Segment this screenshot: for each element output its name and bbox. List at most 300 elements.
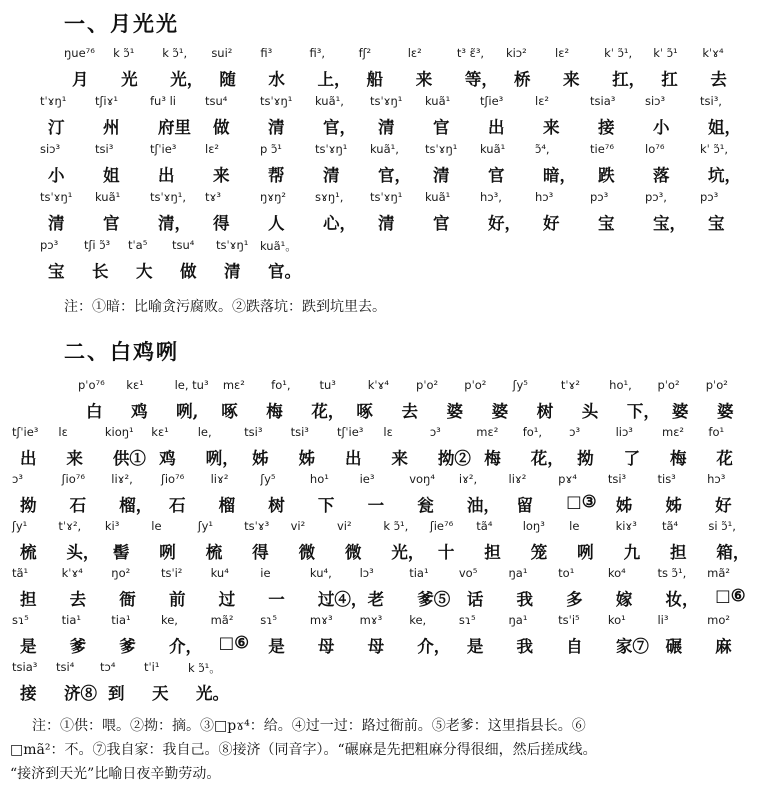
- phonetic-syllable: kɛ¹: [151, 425, 169, 439]
- hanzi-char: 咧: [159, 543, 176, 562]
- hanzi-row: [0, 445, 761, 468]
- phonetic-syllable: tsia³: [590, 94, 616, 108]
- phonetic-syllable: ŋa¹: [508, 613, 528, 627]
- hanzi-char: 头，: [66, 543, 100, 562]
- phonetic-syllable: mɛ²: [476, 425, 499, 439]
- hanzi-char: 小: [48, 166, 65, 185]
- hanzi-char: 过: [218, 590, 236, 609]
- phonetic-syllable: sɿ⁵: [260, 613, 277, 627]
- phonetic-syllable: pɔ³: [590, 190, 609, 204]
- hanzi-char: 官: [433, 118, 450, 137]
- hanzi-char: 梅: [670, 449, 687, 468]
- phonetic-syllable: tɔ⁴: [100, 660, 116, 674]
- phonetic-row: [0, 238, 761, 258]
- phonetic-syllable: kiɤ³: [615, 519, 637, 533]
- hanzi-row: [0, 398, 761, 421]
- phonetic-syllable: mɤ³: [309, 613, 333, 627]
- phonetic-row: [0, 566, 761, 586]
- hanzi-char: 官: [488, 166, 505, 185]
- phonetic-syllable: tsia³: [12, 660, 38, 674]
- phonetic-syllable: iɤ²,: [458, 472, 478, 486]
- hanzi-char: 小: [653, 118, 670, 137]
- hanzi-char: 清: [268, 118, 285, 137]
- phonetic-syllable: tsi³: [244, 425, 263, 439]
- phonetic-syllable: tia¹: [409, 566, 429, 580]
- phonetic-row: [0, 142, 761, 162]
- phonetic-syllable: kˈ ɔ̃¹,: [604, 46, 633, 60]
- phonetic-syllable: ʃio⁷⁶: [160, 472, 185, 486]
- hanzi-char: 光: [121, 70, 138, 89]
- hanzi-char: 自: [566, 637, 583, 656]
- phonetic-syllable: ɔ³: [429, 425, 441, 439]
- phonetic-syllable: sɿ⁵: [458, 613, 476, 627]
- phonetic-syllable: liɤ²,: [111, 472, 133, 486]
- phonetic-syllable: hɔ³: [535, 190, 554, 204]
- hanzi-char: 前: [168, 590, 186, 609]
- phonetic-syllable: pɔ³: [40, 238, 59, 252]
- phonetic-syllable: ŋa¹: [508, 566, 528, 580]
- hanzi-char: 清: [48, 214, 65, 233]
- hanzi-char: 来: [543, 118, 560, 137]
- hanzi-char: 笼: [530, 543, 548, 562]
- hanzi-char: 榴，: [119, 496, 153, 515]
- phonetic-syllable: kuã¹: [480, 142, 506, 156]
- phonetic-syllable: lɛ²: [205, 142, 220, 156]
- phonetic-syllable: le: [151, 519, 162, 533]
- phonetic-syllable: tsu⁴: [205, 94, 228, 108]
- hanzi-char: 坑，: [708, 166, 741, 185]
- phonetic-syllable: ki³: [104, 519, 120, 533]
- phonetic-syllable: loŋ³: [522, 519, 545, 533]
- phonetic-syllable: ŋue⁷⁶: [64, 46, 95, 60]
- hanzi-char: 落: [653, 166, 670, 185]
- hanzi-char: 天: [152, 684, 169, 703]
- hanzi-char: 榴: [218, 496, 236, 515]
- hanzi-char: 去: [401, 402, 418, 421]
- phonetic-syllable: tʃi ɔ̃³: [84, 238, 111, 252]
- phonetic-syllable: fo¹: [708, 425, 725, 439]
- phonetic-syllable: tis³: [657, 472, 676, 486]
- hanzi-char: □⑥: [218, 633, 249, 652]
- hanzi-char: 头: [581, 402, 599, 421]
- phonetic-syllable: ɔ³: [12, 472, 23, 486]
- hanzi-char: 鸡: [131, 402, 148, 421]
- hanzi-char: 长: [92, 262, 109, 281]
- phonetic-syllable: vi²: [337, 519, 352, 533]
- phonetic-syllable: voŋ⁴: [409, 472, 435, 486]
- phonetic-syllable: ke,: [160, 613, 178, 627]
- hanzi-char: 花，: [311, 402, 345, 421]
- hanzi-char: 光，: [391, 543, 425, 562]
- phonetic-syllable: ho¹,: [609, 378, 632, 392]
- phonetic-row: [0, 190, 761, 210]
- phonetic-syllable: tsˈɤŋ¹,: [150, 190, 187, 204]
- hanzi-char: 下，: [626, 402, 660, 421]
- hanzi-char: 髻: [112, 543, 130, 562]
- phonetic-syllable: pˈo²: [416, 378, 439, 392]
- hanzi-char: 上，: [317, 70, 351, 89]
- phonetic-syllable: kˈɤ⁴: [61, 566, 83, 580]
- phonetic-syllable: lo⁷⁶: [645, 142, 665, 156]
- phonetic-syllable: ʃy⁵: [260, 472, 276, 486]
- hanzi-char: 过④，: [317, 590, 368, 609]
- hanzi-char: 微: [345, 543, 362, 562]
- hanzi-char: 啄: [221, 402, 238, 421]
- hanzi-char: 母: [317, 637, 335, 656]
- hanzi-char: 来: [415, 70, 433, 89]
- hanzi-char: 好: [543, 214, 560, 233]
- hanzi-char: 微: [298, 543, 316, 562]
- hanzi-char: 介，: [168, 637, 202, 656]
- hanzi-char: 梳: [20, 543, 37, 562]
- hanzi-char: 光，: [170, 70, 204, 89]
- hanzi-char: 下: [317, 496, 335, 515]
- phonetic-syllable: fo¹,: [271, 378, 291, 392]
- phonetic-syllable: kuã¹。: [260, 239, 297, 253]
- hanzi-char: 到: [108, 684, 125, 703]
- phonetic-syllable: tsˈɤŋ¹: [370, 190, 403, 204]
- phonetic-syllable: tsˈɤŋ¹: [315, 142, 348, 156]
- phonetic-syllable: tsi³: [95, 142, 114, 156]
- phonetic-syllable: liɔ³: [615, 425, 633, 439]
- hanzi-char: 接: [20, 684, 37, 703]
- phonetic-syllable: lɛ: [58, 425, 68, 439]
- hanzi-char: 梅: [266, 402, 283, 421]
- phonetic-syllable: tu³: [319, 378, 336, 392]
- hanzi-char: 出: [158, 166, 175, 185]
- phonetic-syllable: vo⁵: [458, 566, 478, 580]
- hanzi-char: 官，: [323, 118, 356, 137]
- hanzi-char: 嫁: [615, 590, 633, 609]
- hanzi-char: 一: [268, 590, 285, 609]
- hanzi-char: 婆: [716, 402, 734, 421]
- phonetic-syllable: ʃy⁵: [512, 378, 528, 392]
- phonetic-syllable: ie³: [359, 472, 375, 486]
- hanzi-char: 跌: [598, 166, 615, 185]
- hanzi-char: 爹: [119, 637, 136, 656]
- hanzi-char: 爹⑤: [417, 590, 451, 609]
- phonetic-row: [0, 660, 761, 680]
- hanzi-char: 汀: [48, 118, 65, 137]
- phonetic-syllable: tʃˈie³: [337, 425, 364, 439]
- hanzi-char: 清: [224, 262, 241, 281]
- phonetic-syllable: ŋo²: [111, 566, 131, 580]
- hanzi-char: 出: [345, 449, 362, 468]
- phonetic-syllable: tia¹: [111, 613, 131, 627]
- hanzi-char: 接: [598, 118, 615, 137]
- phonetic-syllable: hɔ³: [707, 472, 726, 486]
- hanzi-char: 宝: [598, 214, 615, 233]
- phonetic-syllable: si ɔ̃¹,: [708, 519, 736, 533]
- phonetic-syllable: t³ ɛ̃³,: [456, 46, 485, 60]
- phonetic-syllable: tsˈi²: [160, 566, 183, 580]
- phonetic-syllable: tia¹: [61, 613, 82, 627]
- hanzi-char: 好，: [488, 214, 521, 233]
- hanzi-char: 清: [378, 118, 395, 137]
- phonetic-syllable: k ɔ̃¹,: [383, 519, 409, 533]
- hanzi-char: 随: [219, 70, 236, 89]
- section-title: 二、白鸡咧: [64, 339, 179, 364]
- hanzi-char: 家⑦: [615, 637, 649, 656]
- hanzi-char: 做: [213, 118, 230, 137]
- phonetic-syllable: tsi³: [290, 425, 309, 439]
- phonetic-syllable: tsˈɤŋ¹: [40, 190, 73, 204]
- hanzi-char: 多: [566, 590, 583, 609]
- phonetic-syllable: p ɔ̃¹: [260, 142, 282, 156]
- phonetic-syllable: mɤ³: [359, 613, 383, 627]
- phonetic-syllable: lɔ³: [359, 566, 374, 580]
- footnote-line: “接济到天光”比喻日夜辛勤劳动。: [10, 766, 221, 782]
- hanzi-char: 梅: [484, 449, 501, 468]
- phonetic-syllable: siɔ³: [645, 94, 666, 108]
- hanzi-char: □③: [566, 492, 597, 511]
- hanzi-char: 等，: [464, 70, 498, 89]
- hanzi-row: [0, 114, 761, 137]
- phonetic-syllable: pˈo⁷⁶: [78, 378, 105, 392]
- phonetic-syllable: lɛ²: [555, 46, 570, 60]
- phonetic-syllable: tsˈɤŋ¹: [425, 142, 458, 156]
- hanzi-char: 是: [20, 637, 37, 656]
- phonetic-syllable: tˈɤŋ¹: [40, 94, 67, 108]
- hanzi-char: 光。: [196, 684, 229, 703]
- hanzi-char: 话: [466, 590, 484, 609]
- hanzi-char: 碾: [665, 637, 682, 656]
- phonetic-syllable: tã⁴: [476, 519, 493, 533]
- phonetic-syllable: tã¹: [12, 566, 29, 580]
- hanzi-char: 我: [516, 637, 534, 656]
- phonetic-syllable: tsi³: [607, 472, 627, 486]
- hanzi-char: 拗: [20, 496, 37, 515]
- phonetic-syllable: vi²: [290, 519, 306, 533]
- phonetic-syllable: tˈɤ²: [560, 378, 581, 392]
- phonetic-syllable: kuã¹: [425, 94, 451, 108]
- hanzi-char: 清: [323, 166, 340, 185]
- hanzi-char: 是: [268, 637, 285, 656]
- footnote-line: 注：①供：喂。②拗：摘。③□pɤ⁴：给。④过一过：路过衙前。⑤老爹：这里指县长。⑥: [32, 718, 586, 734]
- hanzi-char: 母: [367, 637, 385, 656]
- hanzi-char: 宝: [48, 262, 65, 281]
- phonetic-syllable: k ɔ̃¹,: [162, 46, 188, 60]
- hanzi-char: 宝: [708, 214, 725, 233]
- phonetic-syllable: tʃˈie³: [12, 425, 39, 439]
- phonetic-syllable: fʃ²: [358, 46, 372, 60]
- hanzi-char: 九: [623, 543, 641, 562]
- phonetic-syllable: le,: [197, 425, 212, 439]
- hanzi-char: 了: [623, 449, 641, 468]
- phonetic-syllable: le, tu³: [174, 378, 209, 392]
- phonetic-syllable: mã²: [210, 613, 234, 627]
- hanzi-char: 月: [72, 70, 89, 89]
- phonetic-syllable: k ɔ̃¹。: [188, 661, 221, 675]
- phonetic-syllable: k ɔ̃¹: [113, 46, 135, 60]
- hanzi-char: 济⑧: [64, 684, 97, 703]
- hanzi-char: 扛: [661, 70, 678, 89]
- hanzi-char: 爹: [69, 637, 87, 656]
- hanzi-char: 姐: [103, 166, 120, 185]
- phonetic-syllable: ku⁴: [210, 566, 229, 580]
- phonetic-syllable: tsˈɤŋ¹: [370, 94, 403, 108]
- hanzi-row: [0, 539, 761, 562]
- phonetic-row: [0, 425, 761, 445]
- hanzi-char: 官。: [268, 262, 301, 281]
- hanzi-char: 清，: [158, 214, 191, 233]
- phonetic-syllable: li³: [657, 613, 669, 627]
- hanzi-char: 得: [252, 543, 269, 562]
- hanzi-char: 官: [103, 214, 120, 233]
- hanzi-char: □⑥: [715, 586, 746, 605]
- hanzi-row: [0, 633, 761, 656]
- footnote-line: □mã²：不。⑦我自家：我自己。⑧接济（同音字）。“碾麻是先把粗麻分得很细，然后搓成线。: [10, 742, 597, 758]
- phonetic-syllable: tɤ³: [205, 190, 221, 204]
- phonetic-syllable: tsi³,: [700, 94, 722, 108]
- hanzi-char: 花: [716, 449, 733, 468]
- phonetic-syllable: tˈɤ²,: [58, 519, 82, 533]
- hanzi-char: 留: [516, 496, 534, 515]
- phonetic-syllable: tˈa⁵: [128, 238, 148, 252]
- phonetic-syllable: kuã¹,: [315, 94, 344, 108]
- phonetic-syllable: ʃy¹: [12, 519, 28, 533]
- hanzi-char: 担: [484, 543, 501, 562]
- phonetic-syllable: tsi⁴: [56, 660, 75, 674]
- phonetic-syllable: mɛ²: [222, 378, 245, 392]
- hanzi-char: 出: [488, 118, 505, 137]
- phonetic-syllable: lɛ²: [535, 94, 550, 108]
- hanzi-char: 石: [69, 496, 87, 515]
- hanzi-char: 姊: [665, 496, 682, 515]
- hanzi-char: 好: [715, 496, 732, 515]
- phonetic-syllable: mɛ²: [662, 425, 685, 439]
- hanzi-char: 去: [710, 70, 727, 89]
- phonetic-syllable: pˈo²: [705, 378, 728, 392]
- hanzi-row: [0, 210, 761, 233]
- phonetic-row: [0, 378, 761, 398]
- hanzi-char: 十: [437, 543, 455, 562]
- phonetic-row: [0, 472, 761, 492]
- hanzi-char: 桥: [513, 70, 531, 89]
- hanzi-char: 鸡: [159, 449, 176, 468]
- hanzi-char: 花，: [530, 449, 564, 468]
- hanzi-row: [0, 258, 761, 281]
- phonetic-syllable: ʃio⁷⁶: [61, 472, 85, 486]
- phonetic-syllable: sui²: [211, 46, 233, 60]
- phonetic-syllable: tʃˈie³: [150, 142, 177, 156]
- footnote: 注：①暗：比喻贪污腐败。②跌落坑：跌到坑里去。: [64, 299, 386, 315]
- hanzi-char: 我: [516, 590, 534, 609]
- phonetic-syllable: fi³,: [309, 46, 326, 60]
- hanzi-char: 来: [213, 166, 230, 185]
- hanzi-char: 油，: [466, 496, 500, 515]
- hanzi-char: 箱，: [716, 543, 750, 562]
- phonetic-syllable: lɛ²: [407, 46, 422, 60]
- hanzi-char: 出: [20, 449, 37, 468]
- hanzi-char: 得: [213, 214, 230, 233]
- phonetic-syllable: kˈ ɔ̃¹: [653, 46, 678, 60]
- phonetic-syllable: kiɔ²: [505, 46, 527, 60]
- hanzi-char: 姊: [252, 449, 269, 468]
- hanzi-char: 婆: [491, 402, 509, 421]
- hanzi-char: 供①: [112, 449, 146, 468]
- phonetic-syllable: fo¹,: [522, 425, 543, 439]
- hanzi-char: 婆: [671, 402, 689, 421]
- hanzi-char: 咧，: [205, 449, 239, 468]
- hanzi-char: 府里: [158, 118, 191, 137]
- hanzi-char: 老: [367, 590, 385, 609]
- phonetic-syllable: ʃy¹: [197, 519, 213, 533]
- hanzi-char: 大: [136, 262, 153, 281]
- hanzi-char: 拗②: [437, 449, 471, 468]
- phonetic-syllable: mo²: [707, 613, 730, 627]
- hanzi-char: 咧,: [176, 402, 199, 421]
- hanzi-char: 心，: [323, 214, 356, 233]
- phonetic-syllable: liɤ²: [210, 472, 229, 486]
- hanzi-char: 瓮: [417, 496, 434, 515]
- hanzi-char: 扛，: [612, 70, 646, 89]
- phonetic-syllable: pɔ³: [700, 190, 719, 204]
- hanzi-char: 官: [433, 214, 450, 233]
- hanzi-char: 来: [66, 449, 83, 468]
- hanzi-char: 来: [563, 70, 580, 89]
- phonetic-syllable: kuã¹: [425, 190, 451, 204]
- phonetic-row: [0, 519, 761, 539]
- hanzi-char: 树: [268, 496, 285, 515]
- phonetic-syllable: sɤŋ¹,: [315, 190, 344, 204]
- hanzi-char: 官，: [378, 166, 411, 185]
- hanzi-char: 宝，: [653, 214, 686, 233]
- hanzi-char: 清: [433, 166, 450, 185]
- hanzi-char: 咧: [577, 543, 594, 562]
- phonetic-syllable: kioŋ¹: [104, 425, 134, 439]
- phonetic-syllable: pɔ³,: [645, 190, 667, 204]
- hanzi-char: 船: [366, 70, 384, 89]
- hanzi-char: 妆，: [665, 590, 699, 609]
- phonetic-syllable: ku⁴,: [309, 566, 332, 580]
- hanzi-char: 做: [180, 262, 197, 281]
- phonetic-syllable: tsˈɤ³: [244, 519, 270, 533]
- phonetic-syllable: kˈɤ⁴: [367, 378, 390, 392]
- phonetic-syllable: tã⁴: [662, 519, 679, 533]
- hanzi-char: 来: [391, 449, 408, 468]
- phonetic-syllable: ko⁴: [607, 566, 626, 580]
- section-title: 一、月光光: [64, 11, 179, 36]
- hanzi-char: 去: [69, 590, 87, 609]
- phonetic-syllable: pˈo²: [464, 378, 487, 392]
- hanzi-row: [0, 680, 761, 703]
- phonetic-row: [0, 46, 761, 66]
- phonetic-syllable: kuã¹: [95, 190, 121, 204]
- hanzi-char: 州: [103, 118, 120, 137]
- phonetic-syllable: tsˈɤŋ¹: [260, 94, 293, 108]
- phonetic-syllable: le: [569, 519, 580, 533]
- phonetic-syllable: ho¹: [309, 472, 329, 486]
- phonetic-syllable: ŋɤŋ²: [260, 190, 287, 204]
- phonetic-syllable: mã²: [707, 566, 730, 580]
- phonetic-syllable: tsˈi⁵: [558, 613, 580, 627]
- hanzi-char: 衙: [119, 590, 136, 609]
- phonetic-syllable: kuã¹,: [370, 142, 399, 156]
- hanzi-char: 介，: [417, 637, 451, 656]
- phonetic-syllable: ko¹: [607, 613, 626, 627]
- phonetic-syllable: tie⁷⁶: [590, 142, 614, 156]
- phonetic-syllable: ɔ̃⁴,: [535, 142, 550, 156]
- phonetic-syllable: tsu⁴: [172, 238, 195, 252]
- hanzi-char: 姊: [298, 449, 316, 468]
- hanzi-row: [0, 492, 761, 515]
- hanzi-char: 婆: [446, 402, 464, 421]
- hanzi-row: [0, 66, 761, 89]
- hanzi-char: 清: [378, 214, 395, 233]
- phonetic-row: [0, 94, 761, 114]
- hanzi-char: 梳: [205, 543, 223, 562]
